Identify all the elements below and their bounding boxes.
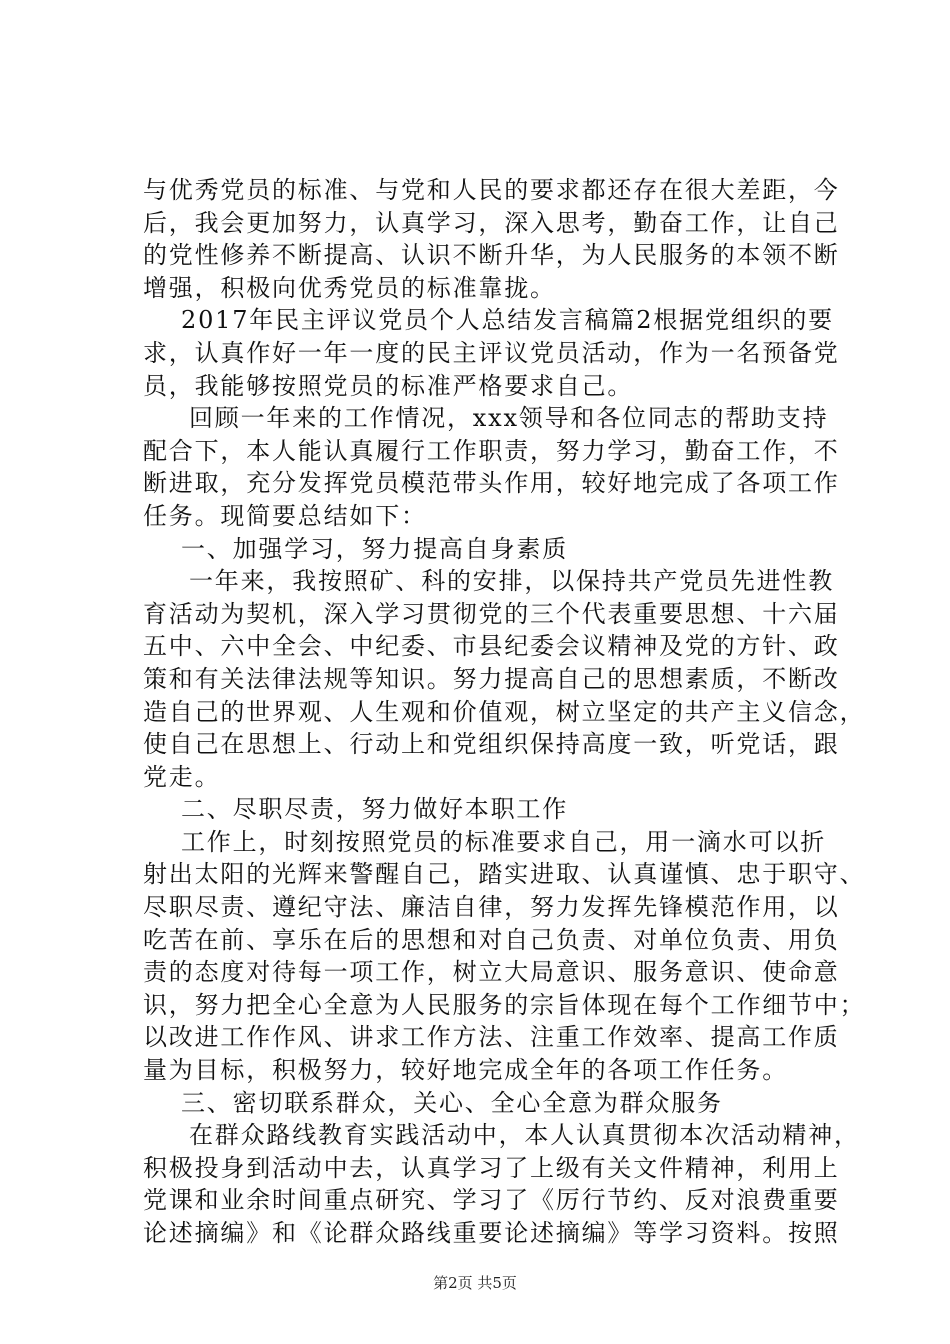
text-line: 求，认真作好一年一度的民主评议党员活动，作为一名预备党 xyxy=(143,338,840,367)
text-line: 2017年民主评议党员个人总结发言稿篇2根据党组织的要 xyxy=(181,306,834,335)
text-line: 在群众路线教育实践活动中，本人认真贯彻本次活动精神， xyxy=(189,1121,860,1150)
section-heading: 一、加强学习，努力提高自身素质 xyxy=(181,534,568,563)
text-line: 射出太阳的光辉来警醒自己，踏实进取、认真谨慎、忠于职守、 xyxy=(143,860,866,889)
text-line: 增强，积极向优秀党员的标准靠拢。 xyxy=(143,273,556,302)
text-line: 使自己在思想上、行动上和党组织保持高度一致，听党话，跟 xyxy=(143,730,840,759)
text-line: 积极投身到活动中去，认真学习了上级有关文件精神，利用上 xyxy=(143,1153,840,1182)
text-line: 任务。现简要总结如下： xyxy=(143,501,427,530)
text-line: 育活动为契机，深入学习贯彻党的三个代表重要思想、十六届 xyxy=(143,599,840,628)
text-line: 一年来，我按照矿、科的安排，以保持共产党员先进性教 xyxy=(189,567,834,596)
text-line: 责的态度对待每一项工作，树立大局意识、服务意识、使命意 xyxy=(143,958,840,987)
text-line: 回顾一年来的工作情况，xxx领导和各位同志的帮助支持 xyxy=(189,404,829,433)
text-line: 断进取，充分发挥党员模范带头作用，较好地完成了各项工作 xyxy=(143,469,840,498)
page-number-footer: 第2页 共5页 xyxy=(433,1274,517,1292)
text-line: 党走。 xyxy=(143,762,221,791)
text-line: 论述摘编》和《论群众路线重要论述摘编》等学习资料。按照 xyxy=(143,1219,840,1247)
text-line: 与优秀党员的标准、与党和人民的要求都还存在很大差距，今 xyxy=(143,176,840,204)
section-heading: 三、密切联系群众，关心、全心全意为群众服务 xyxy=(181,1088,723,1117)
text-line: 员，我能够按照党员的标准严格要求自己。 xyxy=(143,371,634,400)
text-line: 配合下，本人能认真履行工作职责，努力学习，勤奋工作，不 xyxy=(143,436,840,465)
text-line: 识，努力把全心全意为人民服务的宗旨体现在每个工作细节中； xyxy=(143,990,866,1019)
text-line: 以改进工作作风、讲求工作方法、注重工作效率、提高工作质 xyxy=(143,1023,840,1052)
text-line: 党课和业余时间重点研究、学习了《厉行节约、反对浪费重要 xyxy=(143,1186,840,1215)
text-line: 策和有关法律法规等知识。努力提高自己的思想素质，不断改 xyxy=(143,664,840,693)
text-line: 工作上，时刻按照党员的标准要求自己，用一滴水可以折 xyxy=(181,827,826,856)
section-heading: 二、尽职尽责，努力做好本职工作 xyxy=(181,795,568,824)
text-line: 量为目标，积极努力，较好地完成全年的各项工作任务。 xyxy=(143,1056,788,1085)
text-line: 五中、六中全会、中纪委、市县纪委会议精神及党的方针、政 xyxy=(143,632,840,661)
text-line: 后，我会更加努力，认真学习，深入思考，勤奋工作，让自己 xyxy=(143,208,840,237)
text-line: 造自己的世界观、人生观和价值观，树立坚定的共产主义信念， xyxy=(143,697,866,726)
text-line: 的党性修养不断提高、认识不断升华，为人民服务的本领不断 xyxy=(143,241,840,270)
text-line: 尽职尽责、遵纪守法、廉洁自律，努力发挥先锋模范作用，以 xyxy=(143,893,840,922)
document-body xyxy=(143,174,866,1250)
text-line: 吃苦在前、享乐在后的思想和对自己负责、对单位负责、用负 xyxy=(143,925,840,954)
